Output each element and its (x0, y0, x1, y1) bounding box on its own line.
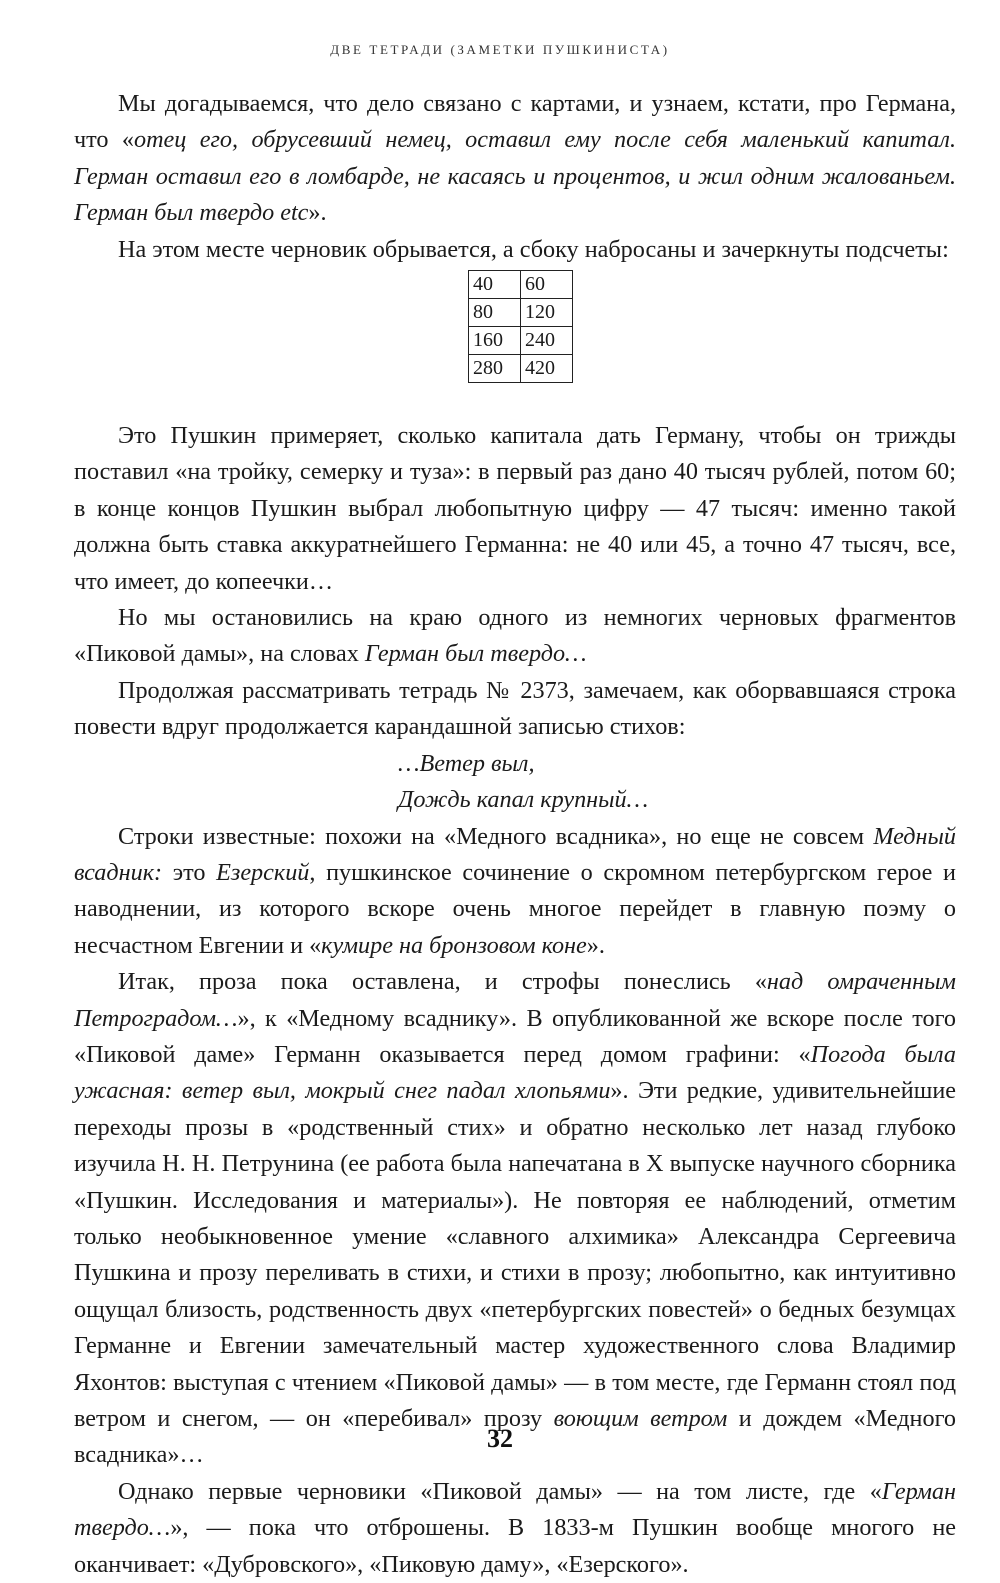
text-run: , пушкинское сочинение о скромном петербургском герое и наводнении, из которого вскоре очень многое перейдет в главную поэму о несчастном Евгении и « (74, 858, 956, 959)
paragraph-2: На этом месте черновик обрывается, а сбоку набросаны и зачеркнуты подсчеты: (118, 235, 949, 263)
text-run: ». Эти редкие, удивительнейшие переходы прозы в «родственный стих» и обратно несколько лет назад глубоко изучила Н. Н. Петрунина (ее работа была напечатана в X выпуске научного сборника «Пушкин. Исследования и материалы»). Не повторяя ее наблюдений, отметим только необыкновенное умение «славного алхимика» Александра Сергеевича Пушкина и прозу переливать в стихи, и стихи в прозу; любопытно, как интуитивно ощущал близость, родственность двух «петербургских повестей» о бедных безумцах Германне и Евгении замечательный мастер художественного слова Владимир Яхонтов: выступая с чтением «Пиковой дамы» — в том месте, где Германн стоял под ветром и снегом, — он «перебивал» прозу (74, 1077, 956, 1432)
paragraph-3: Это Пушкин примеряет, сколько капитала дать Герману, чтобы он трижды поставил «на тройку, семерку и туза»: в первый раз дано 40 тысяч рублей, потом 60; в конце концов Пушкин выбрал любопытную цифру — 47 тысяч: именно такой должна быть ставка аккуратнейшего Германна: не 40 или 45, а точно 47 тысяч, все, что имеет, до копеечки… (74, 422, 956, 595)
italic-term: Медный всадник: (74, 822, 956, 886)
verse-quote (398, 746, 956, 819)
text-run: ». (586, 931, 605, 959)
page-number: 32 (487, 1424, 513, 1453)
paragraph-6 (74, 819, 956, 965)
table-cell: 240 (521, 327, 573, 355)
table-cell: 40 (469, 271, 521, 299)
italic-quote: Погода была ужасная: ветер выл, мокрый снег падал хлопьями (74, 1040, 956, 1105)
text-run: Однако первые черновики «Пиковой дамы» — на том листе, где « (118, 1477, 882, 1505)
text-run: Мы догадываемся, что дело связано с картами, и узнаем, кстати, про Германа, что « (74, 90, 956, 154)
italic-quote: над омраченным Петроградом… (74, 968, 956, 1032)
italic-quote: Герман твердо… (74, 1477, 956, 1542)
text-run: и дождем «Медного всадника»… (74, 1405, 957, 1469)
italic-term: воющим ветром (553, 1405, 728, 1432)
text-run: Итак, проза пока оставлена, и строфы понеслись « (118, 968, 767, 996)
text-run: Строки известные: похожи на «Медного всадника», но еще не совсем (118, 822, 874, 850)
text-run: Но мы остановились на краю одного из немногих черновых фрагментов «Пиковой дамы», на словах (74, 604, 956, 668)
table-cell: 420 (521, 355, 573, 383)
running-head: ДВЕ ТЕТРАДИ (ЗАМЕТКИ ПУШКИНИСТА) (330, 42, 670, 57)
italic-quote: кумире на бронзовом коне (321, 931, 587, 959)
text-run: », — пока что отброшены. В 1833-м Пушкин вообще многого не оканчивает: «Дубровского», «Пиковую даму», «Езерского». (74, 1514, 956, 1578)
paragraph-5: Продолжая рассматривать тетрадь № 2373, замечаем, как оборвавшаяся строка повести вдруг продолжается карандашной записью стихов: (74, 676, 956, 741)
table-cell: 280 (469, 355, 521, 383)
table-row (469, 299, 573, 327)
calculation-table (468, 270, 573, 383)
italic-quote: Герман был твердо… (364, 640, 587, 668)
paragraph-7 (74, 964, 956, 1474)
table-cell: 80 (469, 299, 521, 327)
page-body (74, 86, 956, 1583)
italic-quote: отец его, обрусевший немец, оставил ему после себя маленький капитал. Герман оставил его в ломбарде, не касаясь и процентов, и жил одним жалованьем. Герман был твердо etc (74, 126, 956, 227)
table-cell: 60 (521, 271, 573, 299)
table-row (469, 271, 573, 299)
table-cell: 120 (521, 299, 573, 327)
table-row (469, 327, 573, 355)
table-row (469, 355, 573, 383)
text-run: ». (308, 199, 327, 227)
text-run: », к «Медному всаднику». В опубликованной же вскоре после того «Пиковой даме» Германн оказывается перед домом графини: « (74, 1004, 956, 1068)
paragraph-4 (74, 600, 956, 673)
verse-line: Дождь капал крупный… (398, 786, 649, 814)
text-run: это (162, 858, 217, 886)
paragraph-1 (74, 86, 956, 232)
italic-term: Езерский (216, 858, 310, 886)
paragraph-8 (74, 1474, 956, 1583)
calculation-figure (74, 270, 956, 416)
table-cell: 160 (469, 327, 521, 355)
verse-line: …Ветер выл, (398, 749, 535, 777)
